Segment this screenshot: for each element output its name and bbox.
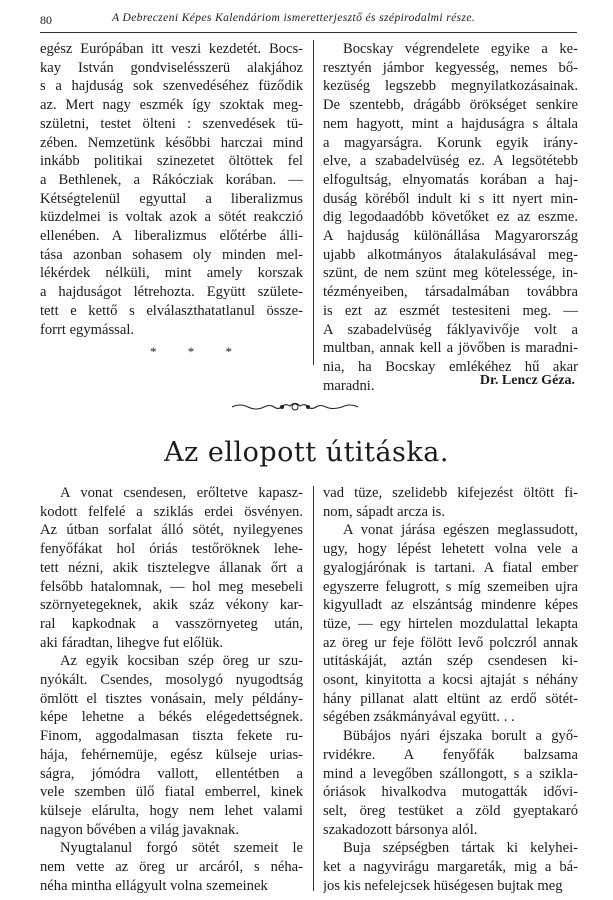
- text-line: néha mintha ellágyult volna szemeinek: [40, 877, 268, 894]
- text-line: vele szemben ülő fiatal emberrel, kinek: [40, 784, 303, 801]
- text-line: egyszerre felugrott, s míg szemeiben ujra: [323, 578, 578, 595]
- text-line: zében. Nemzetünk későbbi harczai mind: [40, 134, 303, 151]
- text-line: A szabadelvüség fáklyavivője volt a: [323, 321, 578, 338]
- text-line: az öreg ur feje fölött levő polczról annak: [323, 634, 578, 651]
- text-line: selt, öreg testüket a zöld gyeptakaró: [323, 802, 578, 819]
- upper-left-column: [40, 40, 303, 339]
- text-line: Finom, aggodalmasan tiszta fekete ru-: [40, 728, 303, 745]
- text-line: ságra, jómódra vallott, ellentétben a: [40, 765, 303, 782]
- text-line: nem hagyott, mint a hajduságra s általa: [323, 115, 578, 132]
- text-line: óriások hivalkodva mutogatták idővi-: [323, 784, 578, 801]
- text-line: szörnyetegeknek, akik száz vékony kar-: [40, 597, 303, 614]
- text-line: a Bethlenek, a Rákócziak korában. —: [40, 171, 303, 188]
- signature: Dr. Lencz Géza.: [479, 373, 575, 388]
- page-number: 80: [40, 13, 52, 27]
- text-line: rvidékre. A fenyőfák balzsama: [323, 746, 578, 763]
- text-line: forrt egymással.: [40, 321, 135, 338]
- text-line: nem vette az öreg ur arcáról, s néha-: [40, 859, 303, 876]
- text-line: születni, testet ölteni : szenvedések tü-: [40, 115, 303, 132]
- text-line: kezüség legszebb megnyilatkozásainak.: [323, 78, 578, 95]
- text-line: nyókált. Csendes, mosolygó nyugodtság: [40, 672, 303, 689]
- text-line: tett nézni, akik tisztelegve állanak őrt a: [40, 559, 303, 576]
- text-line: Bübájos nyári éjszaka borult a győ-: [343, 728, 578, 745]
- text-line: az. Mert nagy eszmék így szoktak meg-: [40, 97, 303, 114]
- text-line: tása azonban sohasem oly minden mel-: [40, 246, 303, 263]
- text-line: egész Európában itt veszi kezdetét. Bocs-: [40, 41, 303, 57]
- story-right-column: [323, 484, 578, 895]
- text-line: küzdelmei is voltak azok a sötét reakczió: [40, 209, 303, 226]
- text-line: lékérdek nélküli, mint amely korszak: [40, 265, 303, 282]
- text-line: felsőbb hatalomnak, — hol meg mesebeli: [40, 578, 303, 595]
- text-line: ömlött el tisztes vonásain, mely példány-: [40, 690, 303, 707]
- text-line: Az útban sorfalat álló sötét, nyilegyenes: [40, 522, 303, 539]
- text-line: jos kis nefelejcsek hüségesen bujtak meg: [323, 877, 563, 894]
- text-line: elfogultság, elnyomatás korában a haj-: [323, 171, 578, 188]
- text-line: tézményeiben, társadalmában továbbra: [323, 284, 578, 301]
- text-line: nagyon bővében a világ javaknak.: [40, 821, 239, 838]
- text-line: a magyarságra. Korunk egyik irány-: [323, 134, 578, 151]
- text-line: s a hajduság sok szenvedéséhez füződik: [40, 78, 303, 95]
- text-line: ket a nagyvirágu margareták, mig a bá-: [323, 859, 578, 876]
- text-line: szünt, de nem szünt meg kötelessége, in-: [323, 265, 578, 282]
- text-line: Nyugtalanul forgó sötét szemeit le: [60, 840, 303, 857]
- text-line: osont, kinyitotta a kocsi ajtaját s néhány: [323, 672, 578, 689]
- text-line: is ezt az eszmét testesiteni meg. —: [323, 302, 578, 319]
- text-line: De szentebb, drágább örökséget senkire: [323, 97, 578, 114]
- text-line: duság köréből indult ki s itt nyert min-: [323, 190, 578, 207]
- text-line: resztyén jámbor kegyesség, nemes bő-: [323, 59, 578, 76]
- text-line: képe lehetne a békés elégedettségnek.: [40, 709, 303, 726]
- text-line: tett e kettő s elválaszthatatlanul össze-: [40, 302, 303, 319]
- text-line: inkább politikai szinezetet öltöttek fel: [40, 153, 303, 170]
- story-left-column: [40, 484, 303, 895]
- text-line: kay István gondviselésszerü alakjához: [40, 59, 303, 76]
- text-line: ségében zsákmányával együtt. . .: [323, 709, 515, 726]
- text-line: ellenében. A liberalizmus előtérbe álli-: [40, 228, 303, 245]
- section-separator: * * *: [150, 344, 246, 359]
- text-line: ral kapkodnak a vasszörnyeteg után,: [40, 615, 303, 632]
- running-title: A Debreczeni Képes Kalendáriom ismeretterjesztő és szépirodalmi része.: [112, 12, 476, 24]
- text-line: mind a levegőben szállongott, s a szikla-: [323, 765, 578, 782]
- text-line: fenyőfákat hol óriás testőröknek lehe-: [40, 541, 303, 558]
- text-line: kodott felfelé a sziklás erdei ösvényen.: [40, 503, 303, 520]
- story-title: Az ellopott útitáska.: [164, 437, 449, 468]
- text-line: dig legodaadóbb követőket ez az eszme.: [323, 209, 578, 226]
- text-line: multban, annak kell a jövőben is maradni-: [323, 340, 578, 357]
- text-line: Kétségtelenül egyuttal a liberalizmus: [40, 190, 303, 207]
- text-line: Bocskay végrendelete egyike a ke-: [343, 41, 578, 57]
- text-line: hája, fehérnemüje, egész külseje urias-: [40, 746, 303, 763]
- column-divider-lower: [313, 486, 314, 891]
- text-line: a hajduságot létrehozta. Együtt születe-: [40, 284, 303, 301]
- upper-right-column: [323, 40, 578, 395]
- text-line: elve, a szabadelvüség ez. A legsötétebb: [323, 153, 578, 170]
- text-line: A vonat járása egészen meglassudott,: [343, 522, 578, 539]
- decorative-ornament: [230, 400, 360, 414]
- text-line: szakadozott bársonya alól.: [323, 821, 478, 838]
- text-line: tüze, — egy hirtelen mozdulattal lekapta: [323, 615, 578, 632]
- text-line: nia, ha Bocskay emlékéhez hű akar: [323, 358, 578, 375]
- text-line: A vonat csendesen, erőltetve kapasz-: [60, 485, 303, 501]
- text-line: Buja szépségben tártak ki kelyhei-: [343, 840, 578, 857]
- column-divider-upper: [313, 40, 314, 365]
- text-line: ujabb alkotmányos átalakulásával meg-: [323, 246, 578, 263]
- text-line: nom, sápadt arcza is.: [323, 503, 445, 520]
- text-line: utitáskáját, aztán szép csendesen ki-: [323, 653, 578, 670]
- text-line: maradni.: [323, 377, 375, 394]
- text-line: külseje elárulta, hogy nem lehet valami: [40, 802, 303, 819]
- text-line: aki fáradtan, lihegve fut előlük.: [40, 634, 224, 651]
- text-line: Az egyik kocsiban szép öreg ur szu-: [60, 653, 303, 670]
- text-line: hány pillanat alatt eltünt az erdő sötét-: [323, 690, 578, 707]
- text-line: ugy, hogy lépést lehetett volna vele a: [323, 541, 578, 558]
- header-rule: [40, 32, 577, 33]
- text-line: vad tüze, szelidebb kifejezést öltött fi-: [323, 485, 578, 501]
- text-line: kigyulladt az elszántság mindenre képes: [323, 597, 578, 614]
- text-line: A hajduság különállása Magyarország: [323, 228, 578, 245]
- text-line: gyalogjárónak is tartani. A fiatal ember: [323, 559, 578, 576]
